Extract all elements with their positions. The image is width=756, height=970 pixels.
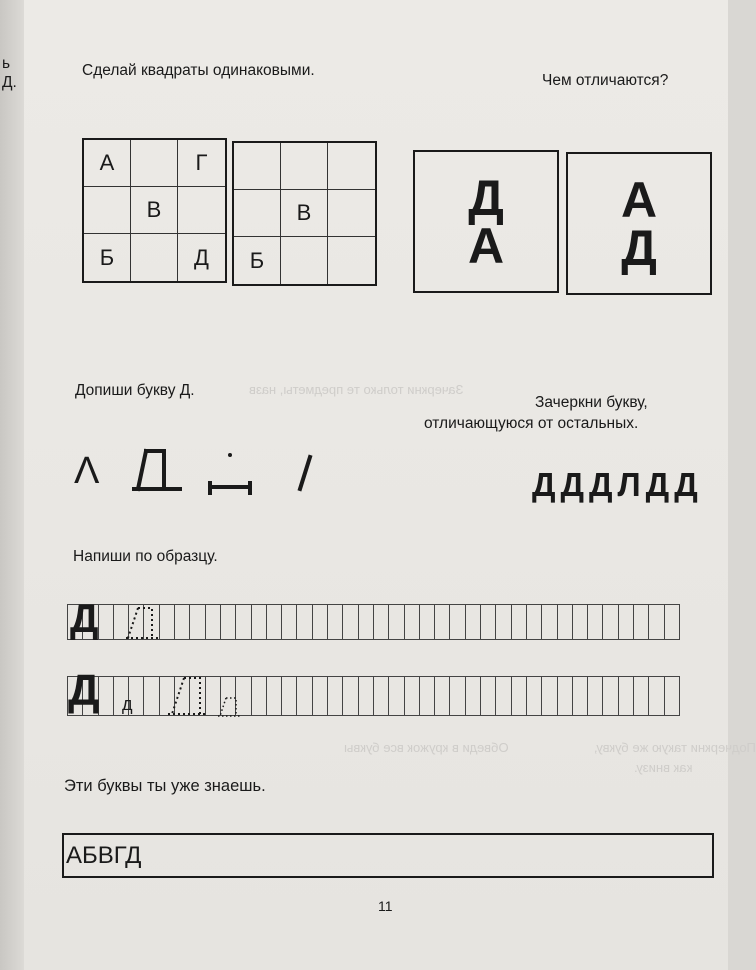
- writing-cell[interactable]: [404, 676, 420, 716]
- grid-cell: Д: [194, 244, 209, 270]
- writing-cell[interactable]: [526, 604, 542, 640]
- writing-cell[interactable]: [541, 604, 557, 640]
- writing-cell[interactable]: [572, 604, 588, 640]
- writing-cell[interactable]: [404, 604, 420, 640]
- writing-cell[interactable]: [419, 676, 435, 716]
- dotted-trace-letters-row2: [164, 670, 254, 722]
- writing-cell[interactable]: [235, 604, 251, 640]
- book-spine: [0, 0, 24, 970]
- writing-cell[interactable]: [373, 604, 389, 640]
- known-letters-title: Эти буквы ты уже знаешь.: [64, 777, 266, 795]
- writing-cell[interactable]: [511, 676, 527, 716]
- writing-cell[interactable]: [266, 604, 282, 640]
- grid-cell[interactable]: [328, 143, 375, 190]
- box-letter-top: А: [620, 171, 658, 228]
- writing-cell[interactable]: [557, 604, 573, 640]
- task-complete-title: Допиши букву Д.: [75, 382, 195, 399]
- writing-cell[interactable]: [296, 604, 312, 640]
- square-grid-left: [82, 138, 227, 283]
- writing-cell[interactable]: [633, 676, 649, 716]
- grid-cell[interactable]: [328, 237, 375, 284]
- grid-cell: Г: [178, 140, 225, 187]
- writing-cell[interactable]: [419, 604, 435, 640]
- square-grid-right: [232, 141, 377, 286]
- partial-letter-2: [134, 451, 180, 489]
- dotted-trace-letter: [124, 604, 174, 646]
- box-letter-bottom: А: [467, 217, 505, 274]
- partial-letters-strokes: [124, 445, 324, 505]
- bleed-through-text-3: как внизу.: [634, 760, 693, 775]
- task-cross-title-line1: Зачеркни букву,: [535, 394, 648, 411]
- writing-cell[interactable]: [189, 604, 205, 640]
- writing-cell[interactable]: [342, 604, 358, 640]
- writing-cell[interactable]: [465, 676, 481, 716]
- box-letter-bottom: Д: [621, 219, 657, 276]
- partial-letter-3: [210, 453, 250, 493]
- writing-cell[interactable]: [618, 676, 634, 716]
- writing-cell[interactable]: [98, 604, 114, 640]
- writing-cell[interactable]: [480, 676, 496, 716]
- writing-cell[interactable]: [602, 604, 618, 640]
- copy-row-2[interactable]: [68, 676, 680, 716]
- grid-cell: Б: [84, 234, 131, 281]
- partial-letter-4: [300, 457, 310, 489]
- writing-cell[interactable]: [266, 676, 282, 716]
- copy-small-letter: д: [122, 694, 133, 714]
- letters-box-right: [566, 152, 712, 295]
- writing-cell[interactable]: [618, 604, 634, 640]
- writing-cell[interactable]: [495, 676, 511, 716]
- writing-cell[interactable]: [143, 676, 159, 716]
- page-number: 11: [378, 898, 393, 914]
- bleed-through-text-4: Зачеркни только те предметы, назв: [249, 382, 464, 397]
- writing-cell[interactable]: [511, 604, 527, 640]
- task-differ-title: Чем отличаются?: [542, 72, 669, 89]
- writing-cell[interactable]: [633, 604, 649, 640]
- grid-cell[interactable]: [234, 190, 281, 237]
- writing-cell[interactable]: [587, 676, 603, 716]
- workbook-page: [2, 0, 756, 970]
- grid-cell[interactable]: [281, 237, 328, 284]
- writing-cell[interactable]: [465, 604, 481, 640]
- writing-cell[interactable]: [342, 676, 358, 716]
- grid-cell[interactable]: [281, 143, 328, 190]
- writing-cell[interactable]: [205, 604, 221, 640]
- grid-cell[interactable]: В: [281, 190, 328, 237]
- writing-cell[interactable]: [434, 676, 450, 716]
- margin-fragment-1: ь: [2, 55, 11, 72]
- task-copy-title: Напиши по образцу.: [73, 548, 218, 565]
- writing-cell[interactable]: [312, 604, 328, 640]
- writing-cell[interactable]: [648, 604, 664, 640]
- cross-out-letters[interactable]: ДДДЛДД: [532, 466, 703, 503]
- known-letters-text: АБВГД: [66, 842, 142, 869]
- writing-cell[interactable]: [296, 676, 312, 716]
- writing-cell[interactable]: [602, 676, 618, 716]
- writing-cell[interactable]: [98, 676, 114, 716]
- writing-cell[interactable]: [358, 604, 374, 640]
- copy-sample-letter-2: Д: [68, 666, 100, 715]
- writing-cell[interactable]: [251, 604, 267, 640]
- bleed-through-text-2: Подчеркни такую же букву,: [594, 740, 756, 755]
- writing-cell[interactable]: [648, 676, 664, 716]
- grid-cell: [131, 140, 178, 187]
- writing-cell[interactable]: [495, 604, 511, 640]
- writing-cell[interactable]: [358, 676, 374, 716]
- task-squares-title: Сделай квадраты одинаковыми.: [82, 62, 315, 79]
- grid-cell[interactable]: [234, 143, 281, 190]
- grid-cell[interactable]: Б: [234, 237, 281, 284]
- writing-cell[interactable]: [388, 676, 404, 716]
- grid-cell: [178, 187, 225, 234]
- writing-cell[interactable]: [664, 676, 680, 716]
- known-letters-frame: [62, 833, 714, 878]
- bleed-through-text-1: Обведи в кружок все буквы: [344, 740, 509, 755]
- writing-cell[interactable]: [174, 604, 190, 640]
- grid-cell: В: [131, 187, 178, 234]
- writing-cell[interactable]: [480, 604, 496, 640]
- grid-cell: [131, 234, 178, 281]
- writing-cell[interactable]: [587, 604, 603, 640]
- task-cross-title-line2: отличающуюся от остальных.: [424, 415, 639, 432]
- writing-cell[interactable]: [541, 676, 557, 716]
- writing-cell[interactable]: [572, 676, 588, 716]
- writing-cell[interactable]: [434, 604, 450, 640]
- writing-cell[interactable]: [281, 676, 297, 716]
- writing-cell[interactable]: [373, 676, 389, 716]
- copy-sample-letter: Д: [70, 597, 99, 641]
- box-letter-top: Д: [468, 169, 504, 226]
- writing-cell[interactable]: [312, 676, 328, 716]
- grid-cell[interactable]: [328, 190, 375, 237]
- writing-cell[interactable]: [281, 604, 297, 640]
- letters-box-left: [413, 150, 559, 293]
- writing-cell[interactable]: [449, 604, 465, 640]
- writing-cell[interactable]: [526, 676, 542, 716]
- writing-cell[interactable]: [327, 676, 343, 716]
- writing-cell[interactable]: [557, 676, 573, 716]
- margin-fragment-2: Д.: [2, 74, 17, 91]
- writing-cell[interactable]: [327, 604, 343, 640]
- writing-cell[interactable]: [449, 676, 465, 716]
- grid-cell: [84, 187, 131, 234]
- partial-letter-1: Λ: [74, 450, 100, 492]
- writing-cell[interactable]: [220, 604, 236, 640]
- grid-cell: А: [84, 140, 131, 187]
- writing-cell[interactable]: [388, 604, 404, 640]
- writing-cell[interactable]: [664, 604, 680, 640]
